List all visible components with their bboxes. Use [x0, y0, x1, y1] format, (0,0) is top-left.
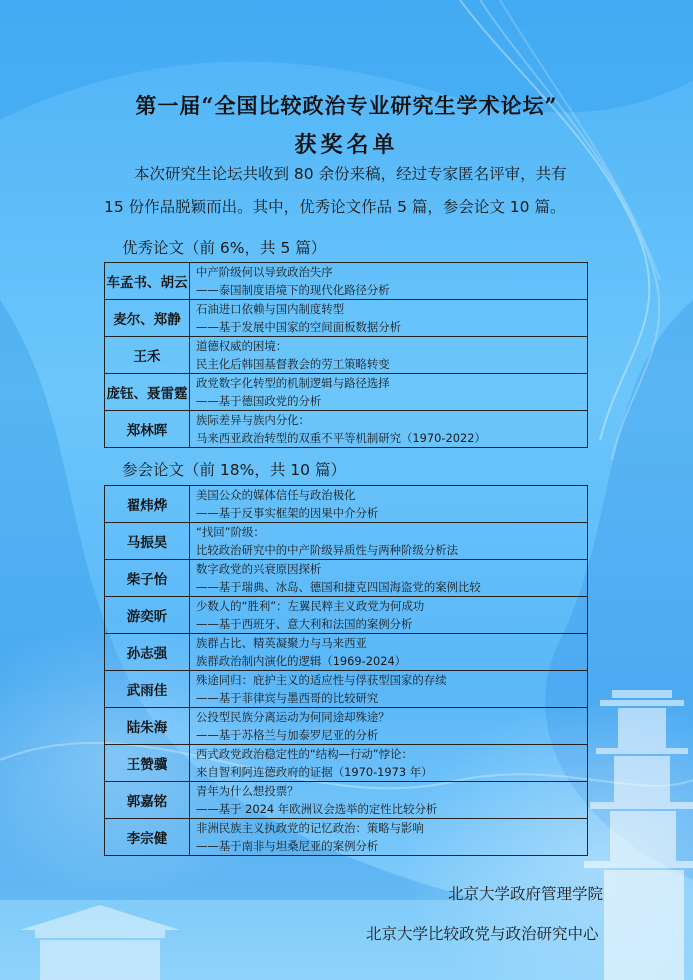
author-name: 王赞骥 [105, 745, 190, 782]
paper-title-line-1: 少数人的“胜利”：左翼民粹主义政党为何成功 [196, 599, 425, 613]
author-name: 翟炜烨 [105, 486, 190, 523]
paper-title [190, 560, 588, 597]
paper-title-line-1: 青年为什么想投票？ [196, 784, 299, 798]
footer-center: 北京大学比较政党与政治研究中心 [366, 925, 599, 943]
paper-title-line-1: 殊途同归：庇护主义的适应性与俘获型国家的存续 [196, 673, 447, 687]
paper-title [190, 819, 588, 856]
paper-title-line-2: ——基于西班牙、意大利和法国的案例分析 [196, 617, 413, 631]
paper-title-line-1: 西式政党政治稳定性的“结构—行动”悖论： [196, 747, 413, 761]
paper-title [190, 337, 588, 374]
paper-title [190, 597, 588, 634]
table-row [105, 560, 588, 597]
paper-title [190, 411, 588, 448]
author-name: 麦尔、郑静 [105, 300, 190, 337]
paper-title-line-2: 族群政治制内演化的逻辑（1969-2024） [196, 654, 407, 668]
paper-title [190, 782, 588, 819]
author-name: 王禾 [105, 337, 190, 374]
author-name: 郑林晖 [105, 411, 190, 448]
author-name: 陆朱海 [105, 708, 190, 745]
paper-title-line-2: ——基于反事实框架的因果中介分析 [196, 506, 379, 520]
paper-title-line-1: 公投型民族分离运动为何同途却殊途？ [196, 710, 390, 724]
participant-heading: 参会论文（前 18%，共 10 篇） [122, 461, 346, 479]
table-row [105, 634, 588, 671]
paper-title-line-1: 族际差异与族内分化： [196, 413, 310, 427]
page-subtitle: 获奖名单 [294, 132, 399, 158]
table-row [105, 745, 588, 782]
author-name: 孙志强 [105, 634, 190, 671]
paper-title-line-2: ——基于苏格兰与加泰罗尼亚的分析 [196, 728, 379, 742]
table-row [105, 708, 588, 745]
table-row [105, 374, 588, 411]
paper-title-line-2: 马来西亚政治转型的双重不平等机制研究（1970-2022） [196, 431, 486, 445]
paper-title [190, 671, 588, 708]
excellent-heading: 优秀论文（前 6%，共 5 篇） [122, 239, 327, 257]
table-row [105, 671, 588, 708]
author-name: 马振昊 [105, 523, 190, 560]
paper-title-line-2: 来自智利阿连德政府的证据（1970-1973 年） [196, 765, 433, 779]
paper-title-line-1: 非洲民族主义执政党的记忆政治：策略与影响 [196, 821, 424, 835]
paper-title-line-2: ——基于德国政党的分析 [196, 394, 322, 408]
author-name: 武雨佳 [105, 671, 190, 708]
excellent-table [104, 262, 588, 448]
author-name: 柴子怡 [105, 560, 190, 597]
paper-title-line-1: 美国公众的媒体信任与政治极化 [196, 488, 356, 502]
paper-title-line-2: ——泰国制度语境下的现代化路径分析 [196, 283, 390, 297]
table-row [105, 523, 588, 560]
author-name: 庞钰、聂雷霆 [105, 374, 190, 411]
author-name: 车孟书、胡云 [105, 263, 190, 300]
table-row [105, 337, 588, 374]
paper-title-line-2: ——基于菲律宾与墨西哥的比较研究 [196, 691, 379, 705]
paper-title-line-2: 比较政治研究中的中产阶级异质性与两种阶级分析法 [196, 543, 458, 557]
paper-title [190, 374, 588, 411]
table-row [105, 782, 588, 819]
paper-title-line-2: ——基于瑞典、冰岛、德国和捷克四国海盗党的案例比较 [196, 580, 481, 594]
page-title: 第一届“全国比较政治专业研究生学术论坛” [135, 93, 558, 118]
paper-title-line-1: 数字政党的兴衰原因探析 [196, 562, 322, 576]
author-name: 游奕昕 [105, 597, 190, 634]
table-row [105, 486, 588, 523]
paper-title [190, 263, 588, 300]
author-name: 李宗健 [105, 819, 190, 856]
paper-title-line-1: “找回”阶级： [196, 525, 265, 539]
paper-title [190, 708, 588, 745]
table-row [105, 597, 588, 634]
footer-school: 北京大学政府管理学院 [448, 885, 604, 903]
paper-title-line-1: 族群占比、精英凝聚力与马来西亚 [196, 636, 367, 650]
paper-title-line-2: 民主化后韩国基督教会的劳工策略转变 [196, 357, 390, 371]
intro-line-2: 15 份作品脱颖而出。其中，优秀论文作品 5 篇，参会论文 10 篇。 [104, 198, 566, 216]
paper-title-line-1: 中产阶级何以导致政治失序 [196, 265, 333, 279]
paper-title [190, 634, 588, 671]
author-name: 郭嘉铭 [105, 782, 190, 819]
paper-title-line-2: ——基于南非与坦桑尼亚的案例分析 [196, 839, 379, 853]
paper-title-line-1: 道德权威的困境： [196, 339, 288, 353]
paper-title-line-2: ——基于 2024 年欧洲议会选举的定性比较分析 [196, 802, 438, 816]
table-row [105, 300, 588, 337]
paper-title [190, 523, 588, 560]
intro-paragraph [104, 158, 594, 224]
paper-title [190, 745, 588, 782]
table-row [105, 411, 588, 448]
paper-title [190, 300, 588, 337]
paper-title-line-1: 政党数字化转型的机制逻辑与路径选择 [196, 376, 390, 390]
table-row [105, 819, 588, 856]
paper-title [190, 486, 588, 523]
participant-table [104, 485, 588, 856]
intro-line-1: 本次研究生论坛共收到 80 余份来稿，经过专家匿名评审，共有 [134, 165, 567, 183]
table-row [105, 263, 588, 300]
paper-title-line-2: ——基于发展中国家的空间面板数据分析 [196, 320, 402, 334]
paper-title-line-1: 石油进口依赖与国内制度转型 [196, 302, 345, 316]
